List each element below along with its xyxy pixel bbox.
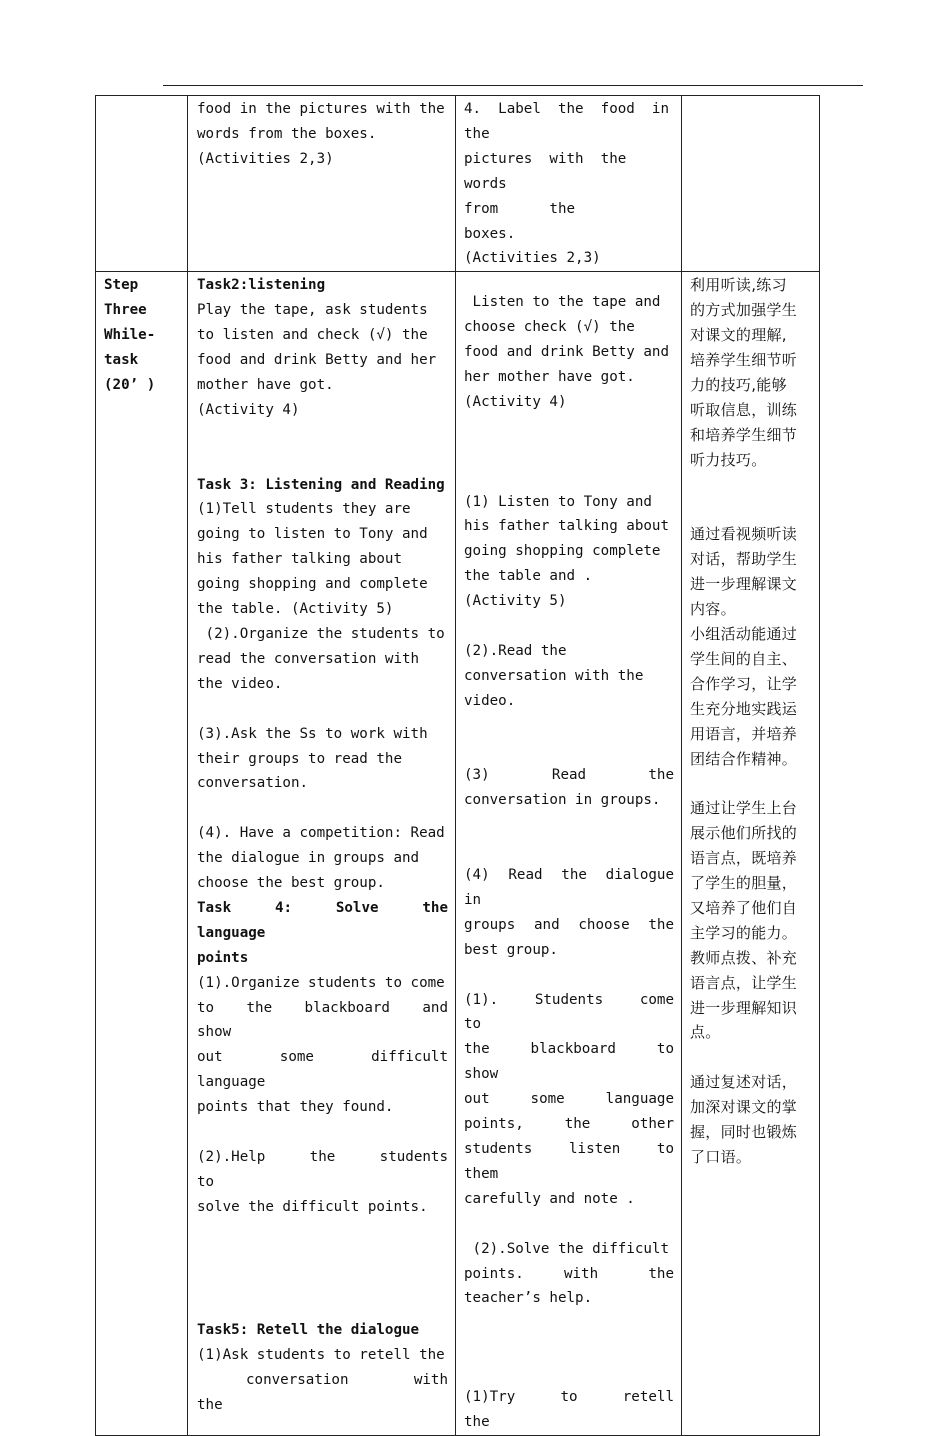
- student-activity-line: Listen to the tape and: [464, 294, 661, 311]
- student-activity-line: out some language: [464, 1091, 674, 1108]
- teacher-activity-line: food in the pictures with the: [197, 101, 445, 117]
- purpose-line: 主学习的能力。: [690, 923, 798, 942]
- student-activity-line: (2).Read the: [464, 642, 567, 659]
- student-activity-line: choose check (√) the: [464, 319, 635, 336]
- purpose-cell: [682, 272, 820, 1435]
- table-row: [96, 272, 820, 1435]
- purpose-line: 听取信息，训练: [690, 400, 798, 419]
- student-activity-line: the blackboard to show: [464, 1041, 692, 1083]
- student-activity-line: (Activity 4): [464, 393, 567, 410]
- student-activity-line: (1)Try to retell the: [464, 1389, 700, 1430]
- student-activity-line: points. with the: [464, 1265, 674, 1282]
- purpose-line: 教师点拨、补充: [690, 948, 798, 967]
- task3-title: Task 3: Listening and Reading: [197, 476, 445, 493]
- teacher-activity-line: (Activities 2,3): [197, 150, 334, 167]
- teacher-activity-line: (1).Organize students to come: [197, 974, 445, 991]
- teacher-activity-cell: [188, 272, 483, 1435]
- teacher-activity-cell: [188, 96, 456, 272]
- purpose-line: 通过复述对话，: [690, 1073, 798, 1092]
- purpose-line: 展示他们所找的: [690, 824, 798, 843]
- student-activity-line: (4) Read the dialogue in: [464, 867, 692, 908]
- teacher-activity-line: words from the boxes.: [197, 125, 377, 142]
- teacher-activity-line: the table. (Activity 5): [197, 601, 394, 618]
- student-activity-line: her mother have got.: [464, 369, 635, 386]
- student-activity-line: points, the other: [464, 1116, 674, 1133]
- teacher-activity-line: going shopping and complete: [197, 576, 428, 593]
- teacher-activity-line: choose the best group.: [197, 875, 385, 892]
- student-activity-cell: [456, 96, 687, 272]
- student-activity-line: best group.: [464, 941, 558, 958]
- purpose-line: 通过让学生上台: [690, 799, 798, 818]
- teacher-activity-line: (Activity 4): [197, 401, 300, 418]
- step-label-line: Three: [104, 302, 147, 319]
- teacher-activity-line: the video.: [197, 675, 283, 692]
- student-activity-line: food and drink Betty and: [464, 344, 669, 361]
- teacher-activity-line: going to listen to Tony and: [197, 526, 428, 543]
- student-activity-line: the table and .: [464, 568, 593, 585]
- student-activity-line: pictures with the words: [464, 150, 644, 192]
- purpose-line: 的方式加强学生: [690, 301, 798, 320]
- teacher-activity-line: Play the tape, ask students: [197, 302, 428, 319]
- student-activity-line: carefully and note .: [464, 1190, 635, 1207]
- step-label-line: Step: [104, 277, 139, 294]
- purpose-line: 了学生的胆量，: [690, 874, 798, 893]
- task4-title: points: [197, 949, 249, 966]
- student-activity-line: (Activity 5): [464, 593, 567, 610]
- teacher-activity-line: to listen and check (√) the: [197, 327, 428, 344]
- student-activity-line: teacher’s help.: [464, 1290, 593, 1307]
- teacher-activity-line: the dialogue in groups and: [197, 850, 420, 867]
- teacher-activity-line: (2).Help the students to: [197, 1148, 474, 1190]
- student-activity-line: (3) Read the: [464, 767, 674, 784]
- student-activity-cell: [456, 272, 700, 1435]
- purpose-line: 加深对课文的掌: [690, 1098, 798, 1117]
- header-rule: [163, 85, 863, 86]
- teacher-activity-line: mother have got.: [197, 376, 334, 393]
- student-activity-line: going shopping complete: [464, 543, 661, 560]
- task2-title: Task2:listening: [197, 277, 326, 294]
- task4-title: Task 4: Solve the language: [197, 899, 466, 941]
- student-activity-line: (Activities 2,3): [464, 250, 601, 267]
- purpose-line: 内容。: [690, 600, 736, 619]
- step-label-line: (20’ ): [104, 376, 156, 393]
- purpose-line: 语言点，既培养: [690, 849, 798, 868]
- purpose-cell: [682, 96, 820, 272]
- step-cell: [96, 272, 188, 1435]
- purpose-line: 和培养学生细节: [690, 425, 798, 444]
- step-label-line: While-: [104, 327, 156, 344]
- teacher-activity-line: (1)Tell students they are: [197, 501, 411, 518]
- student-activity-line: (2).Solve the difficult: [464, 1240, 670, 1257]
- teacher-activity-line: conversation with the: [197, 1372, 483, 1413]
- student-activity-line: from the boxes.: [464, 200, 627, 242]
- teacher-activity-line: to the blackboard and show: [197, 999, 466, 1041]
- teacher-activity-line: read the conversation with: [197, 650, 420, 667]
- teacher-activity-line: food and drink Betty and her: [197, 352, 437, 369]
- teacher-activity-line: points that they found.: [197, 1099, 394, 1116]
- purpose-line: 生充分地实践运: [690, 699, 798, 718]
- student-activity-line: students listen to them: [464, 1141, 692, 1182]
- purpose-line: 对话，帮助学生: [690, 550, 798, 569]
- purpose-line: 培养学生细节听: [690, 351, 798, 370]
- teacher-activity-line: (4). Have a competition: Read: [197, 825, 445, 842]
- purpose-line: 合作学习，让学: [690, 674, 798, 693]
- teacher-activity-line: out some difficult language: [197, 1049, 466, 1091]
- task5-title: Task5: Retell the dialogue: [197, 1322, 420, 1339]
- lesson-plan-table: [95, 95, 820, 1436]
- purpose-line: 点。: [690, 1023, 721, 1042]
- student-activity-line: conversation in groups.: [464, 792, 661, 809]
- table-row: [96, 96, 820, 272]
- purpose-line: 对课文的理解,: [690, 326, 787, 345]
- teacher-activity-line: their groups to read the: [197, 750, 402, 767]
- purpose-line: 团结合作精神。: [690, 749, 798, 768]
- purpose-line: 进一步理解课文: [690, 575, 798, 594]
- purpose-line: 小组活动能通过: [690, 625, 798, 643]
- purpose-line: 进一步理解知识: [690, 998, 798, 1017]
- purpose-line: 语言点，让学生: [690, 973, 798, 992]
- teacher-activity-line: his father talking about: [197, 551, 402, 568]
- step-label-line: task: [104, 352, 139, 369]
- purpose-line: 通过看视频听读: [690, 525, 798, 544]
- student-activity-line: (1). Students come to: [464, 991, 700, 1033]
- purpose-line: 听力技巧。: [690, 450, 767, 469]
- purpose-line: 利用听读,练习: [690, 276, 787, 295]
- purpose-line: 又培养了他们自: [690, 898, 798, 917]
- purpose-line: 力的技巧,能够: [690, 375, 787, 394]
- student-activity-line: (1) Listen to Tony and: [464, 493, 652, 510]
- teacher-activity-line: solve the difficult points.: [197, 1198, 428, 1215]
- student-activity-line: groups and choose the: [464, 916, 674, 933]
- purpose-line: 学生间的自主、: [690, 649, 798, 668]
- student-activity-line: conversation with the: [464, 667, 644, 684]
- student-activity-line: 4. Label the food in the: [464, 101, 687, 142]
- teacher-activity-line: (2).Organize the students to: [197, 626, 445, 642]
- student-activity-line: his father talking about: [464, 518, 669, 535]
- purpose-line: 了口语。: [690, 1148, 752, 1166]
- purpose-line: 握，同时也锻炼: [690, 1123, 798, 1142]
- teacher-activity-line: (3).Ask the Ss to work with: [197, 725, 428, 742]
- student-activity-line: video.: [464, 692, 516, 709]
- teacher-activity-line: conversation.: [197, 775, 309, 792]
- purpose-line: 用语言，并培养: [690, 724, 798, 743]
- teacher-activity-line: (1)Ask students to retell the: [197, 1347, 445, 1364]
- step-cell: [96, 96, 188, 272]
